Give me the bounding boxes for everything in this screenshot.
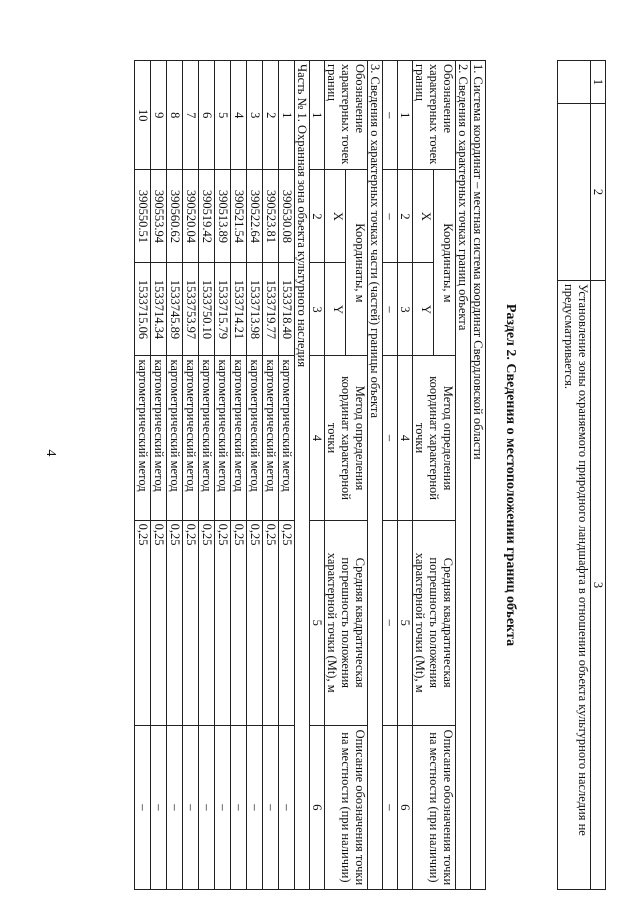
error-cell: 0,25	[151, 520, 167, 725]
block2-col-y: Y	[413, 263, 435, 356]
points-rows	[135, 61, 295, 890]
description-cell: –	[279, 725, 295, 889]
block3-num: 2	[310, 170, 325, 263]
point-number-cell: 10	[135, 61, 151, 170]
block3-col-error: Средняя квадратическая погрешность положения характерной точки (Mt), м	[325, 520, 368, 725]
method-cell: картометрический метод	[135, 356, 151, 520]
block2-num: 1	[398, 61, 413, 170]
method-cell: картометрический метод	[263, 356, 279, 520]
block2-col-point: Обозначение характерных точек границ	[413, 61, 456, 170]
block3-num: 4	[310, 356, 325, 520]
point-number-cell: 4	[231, 61, 247, 170]
coord-y-cell: 1533715.79	[215, 263, 231, 356]
coord-x-cell: 390530.08	[279, 170, 295, 263]
description-cell: –	[183, 725, 199, 889]
coord-y-cell: 1533753.97	[183, 263, 199, 356]
description-cell: –	[151, 725, 167, 889]
point-number-cell: 5	[215, 61, 231, 170]
block2-dash: –	[383, 520, 398, 725]
error-cell: 0,25	[263, 520, 279, 725]
block2-dash: –	[383, 725, 398, 889]
block3-col-coords: Координаты, м	[346, 170, 368, 356]
block2-num: 2	[398, 170, 413, 263]
page-number: 4	[43, 449, 58, 457]
block2-title: 2. Сведения о характерных точках границ объекта	[456, 61, 471, 890]
top-table-cell-empty-1	[558, 61, 591, 104]
top-table-header-1: 1	[591, 61, 606, 104]
coord-system: 1. Система координат – местная система координат Свердловской области	[471, 61, 486, 890]
block3-col-method: Метод определения координат характерной точки	[325, 356, 368, 520]
error-cell: 0,25	[279, 520, 295, 725]
block2-col-x: X	[413, 170, 435, 263]
description-cell: –	[231, 725, 247, 889]
point-number-cell: 2	[263, 61, 279, 170]
section-title: Раздел 2. Сведения о местоположении границ объекта	[503, 303, 518, 647]
top-table-header-3: 3	[591, 281, 606, 890]
block3-col-y: Y	[325, 263, 347, 356]
coord-y-cell: 1533714.21	[231, 263, 247, 356]
method-cell: картометрический метод	[167, 356, 183, 520]
coord-x-cell: 390520.04	[183, 170, 199, 263]
block3-col-x: X	[325, 170, 347, 263]
method-cell: картометрический метод	[247, 356, 263, 520]
block2-dash: –	[383, 170, 398, 263]
table-row	[231, 61, 247, 890]
method-cell: картометрический метод	[199, 356, 215, 520]
block3-num: 1	[310, 61, 325, 170]
point-number-cell: 8	[167, 61, 183, 170]
block2-col-coords: Координаты, м	[434, 170, 456, 356]
method-cell: картометрический метод	[183, 356, 199, 520]
method-cell: картометрический метод	[279, 356, 295, 520]
block3-num: 6	[310, 725, 325, 889]
part-title: Часть № 1. Охранная зона объекта культурного наследия	[295, 61, 310, 890]
boundaries-table	[134, 60, 486, 890]
coord-y-cell: 1533745.89	[167, 263, 183, 356]
method-cell: картометрический метод	[215, 356, 231, 520]
block3-num: 5	[310, 520, 325, 725]
block2-dash: –	[383, 61, 398, 170]
point-number-cell: 3	[247, 61, 263, 170]
top-table-cell-empty-2	[558, 104, 591, 281]
block3-col-desc: Описание обозначения точки на местности (при наличии)	[325, 725, 368, 889]
block2-dash: –	[383, 356, 398, 520]
block2-num: 4	[398, 356, 413, 520]
description-cell: –	[247, 725, 263, 889]
table-row	[135, 61, 151, 890]
error-cell: 0,25	[247, 520, 263, 725]
error-cell: 0,25	[231, 520, 247, 725]
description-cell: –	[199, 725, 215, 889]
coord-x-cell: 390550.51	[135, 170, 151, 263]
block3-num: 3	[310, 263, 325, 356]
rotated-page-content	[76, 60, 606, 890]
coord-y-cell: 1533719.77	[263, 263, 279, 356]
block3-col-point: Обозначение характерных точек границ	[325, 61, 368, 170]
block2-num: 6	[398, 725, 413, 889]
coord-x-cell: 390513.89	[215, 170, 231, 263]
description-cell: –	[263, 725, 279, 889]
table-row	[199, 61, 215, 890]
coord-x-cell: 390560.62	[167, 170, 183, 263]
block2-dash: –	[383, 263, 398, 356]
block3-title: 3. Сведения о характерных точках части (частей) границы объекта	[368, 61, 383, 890]
block2-num: 5	[398, 520, 413, 725]
method-cell: картометрический метод	[231, 356, 247, 520]
point-number-cell: 6	[199, 61, 215, 170]
table-row	[279, 61, 295, 890]
table-row	[247, 61, 263, 890]
table-row	[167, 61, 183, 890]
error-cell: 0,25	[183, 520, 199, 725]
coord-y-cell: 1533750.10	[199, 263, 215, 356]
method-cell: картометрический метод	[151, 356, 167, 520]
top-table-text: Установление зоны охраняемого природного ландшафта в отношении объекта культурного наследия не предусматривается.	[558, 281, 591, 890]
coord-x-cell: 390519.42	[199, 170, 215, 263]
error-cell: 0,25	[135, 520, 151, 725]
block2-col-desc: Описание обозначения точки на местности (при наличии)	[413, 725, 456, 889]
point-number-cell: 7	[183, 61, 199, 170]
point-number-cell: 1	[279, 61, 295, 170]
table-row	[151, 61, 167, 890]
coord-x-cell: 390553.94	[151, 170, 167, 263]
description-cell: –	[167, 725, 183, 889]
error-cell: 0,25	[215, 520, 231, 725]
description-cell: –	[215, 725, 231, 889]
coord-x-cell: 390521.54	[231, 170, 247, 263]
block2-col-error: Средняя квадратическая погрешность положения характерной точки (Mt), м	[413, 520, 456, 725]
point-number-cell: 9	[151, 61, 167, 170]
table-row	[183, 61, 199, 890]
error-cell: 0,25	[167, 520, 183, 725]
coord-x-cell: 390523.81	[263, 170, 279, 263]
coord-y-cell: 1533713.98	[247, 263, 263, 356]
table-row	[215, 61, 231, 890]
description-cell: –	[135, 725, 151, 889]
top-table-header-2: 2	[591, 104, 606, 281]
top-table	[557, 60, 606, 890]
coord-x-cell: 390522.64	[247, 170, 263, 263]
coord-y-cell: 1533718.40	[279, 263, 295, 356]
table-row	[263, 61, 279, 890]
block2-num: 3	[398, 263, 413, 356]
coord-y-cell: 1533715.06	[135, 263, 151, 356]
coord-y-cell: 1533714.34	[151, 263, 167, 356]
error-cell: 0,25	[199, 520, 215, 725]
block2-col-method: Метод определения координат характерной точки	[413, 356, 456, 520]
